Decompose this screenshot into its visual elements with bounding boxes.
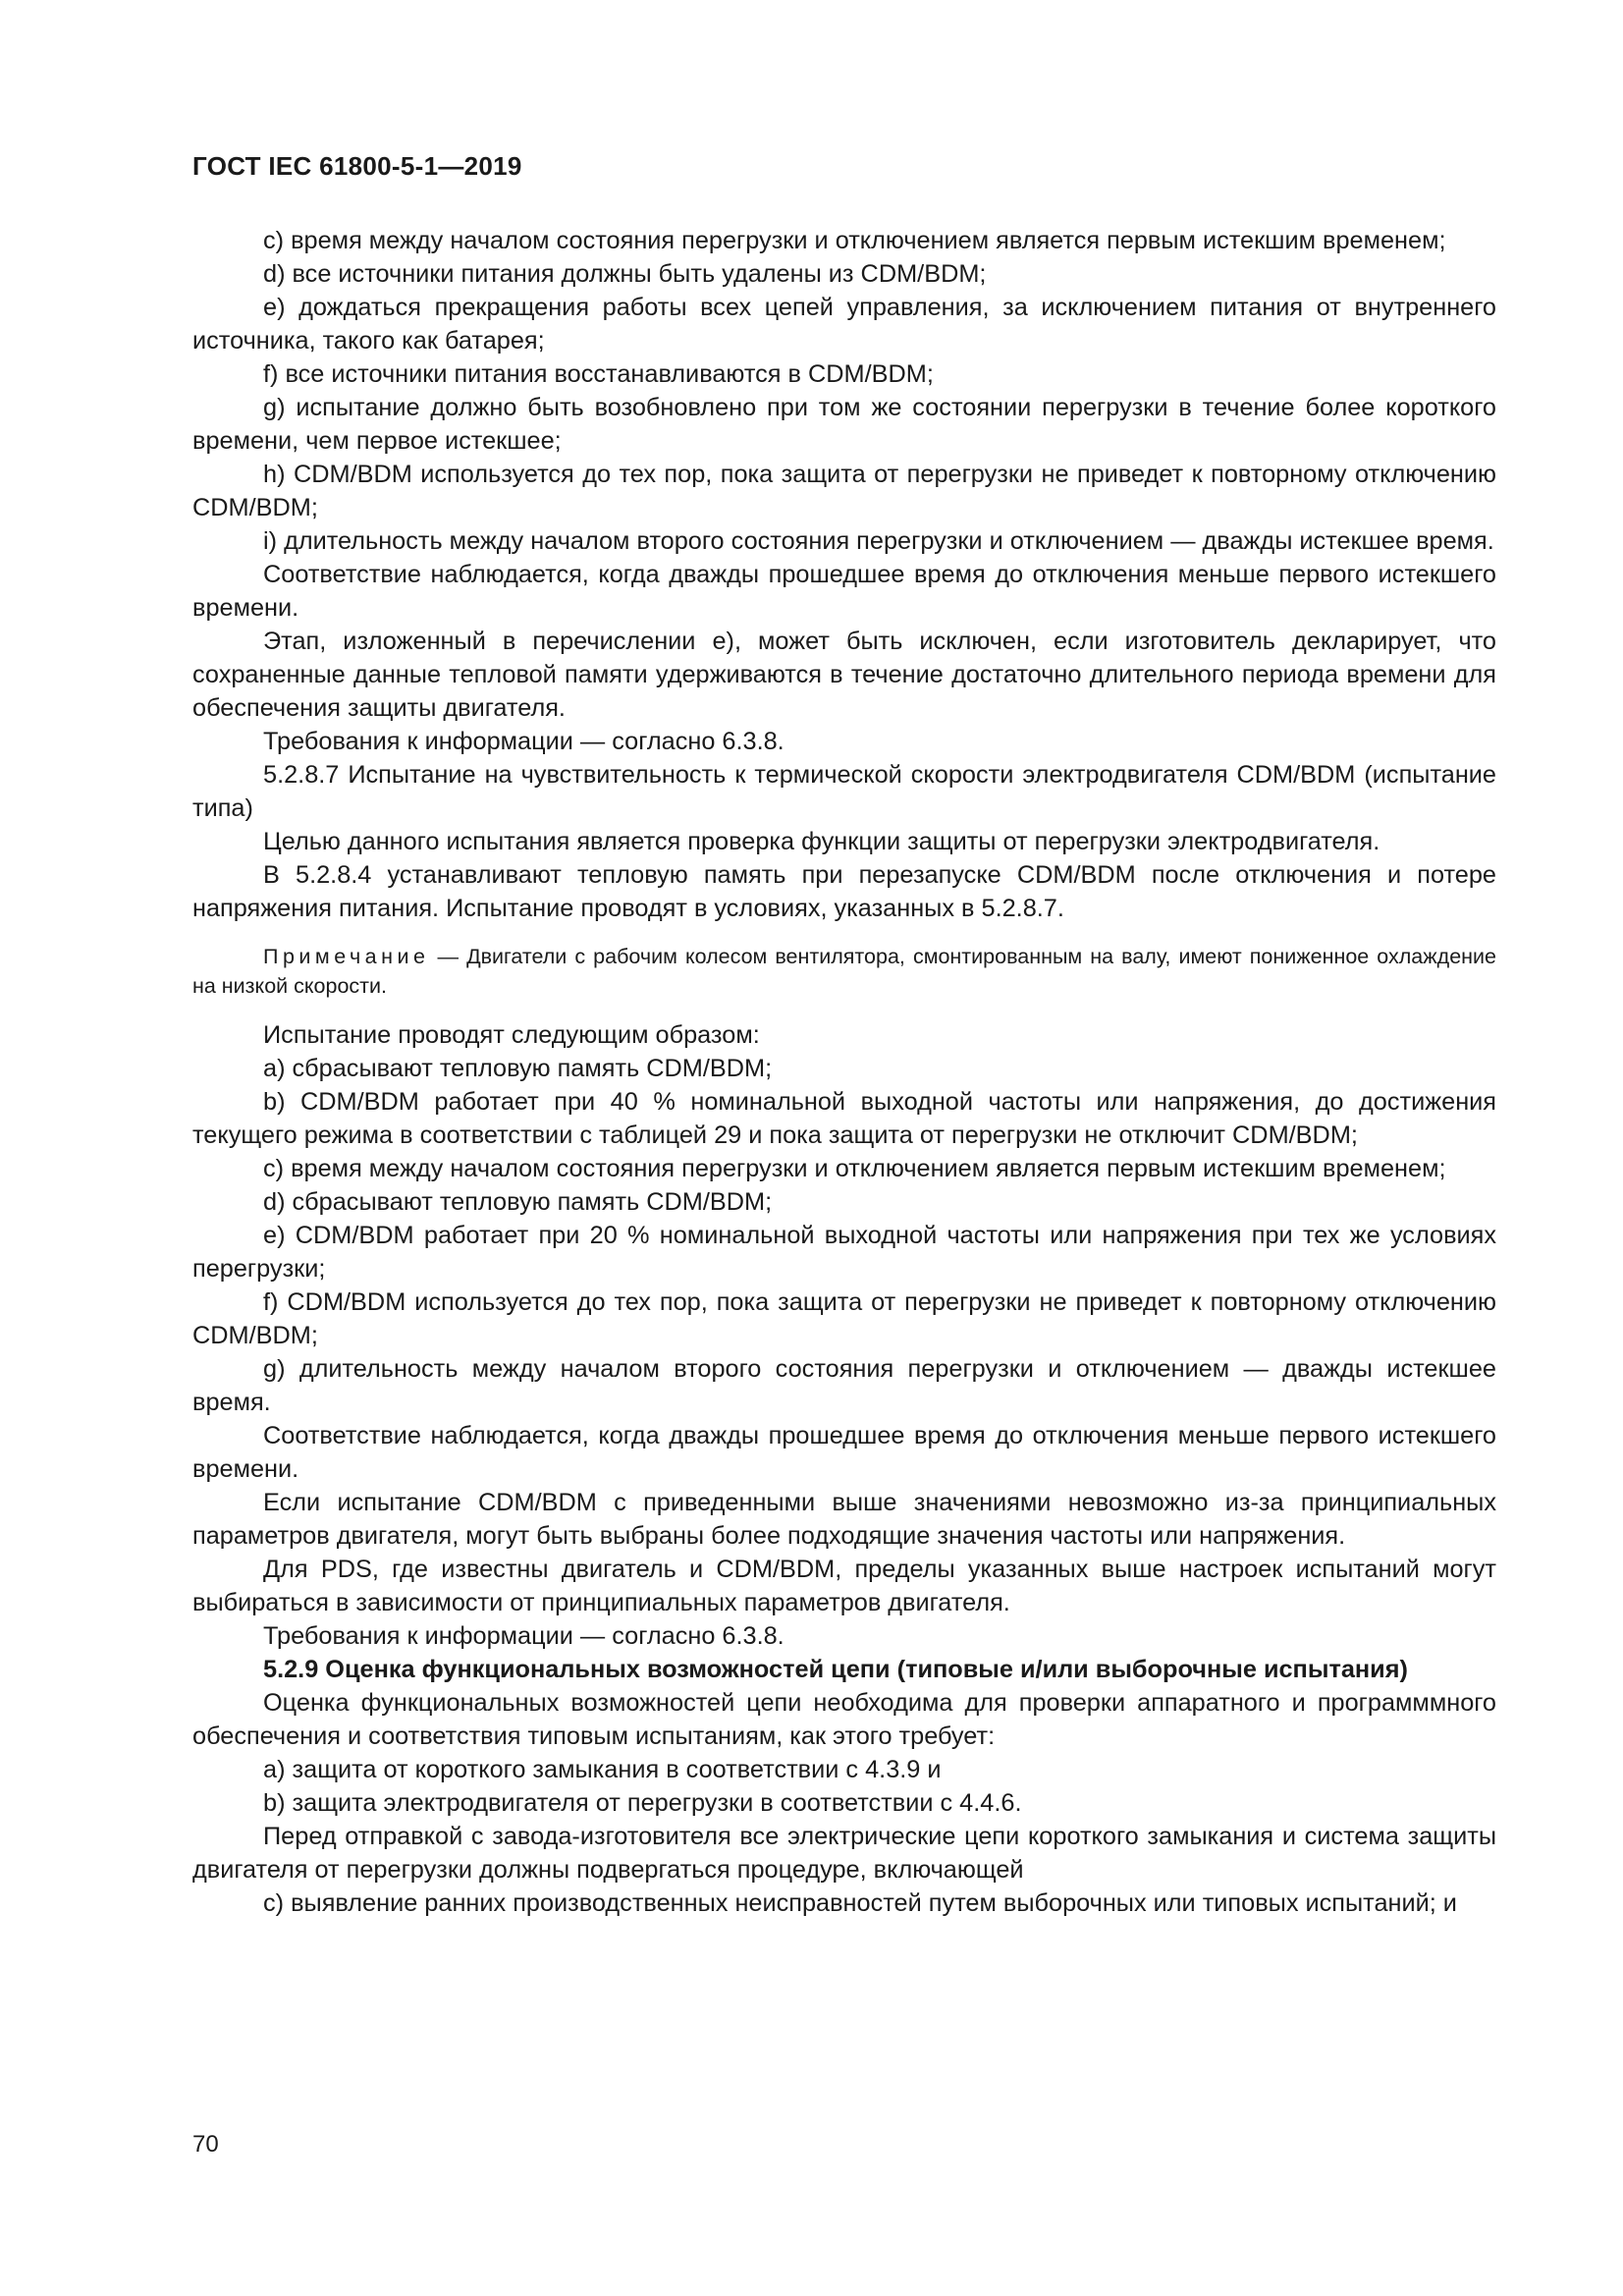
paragraph-compliance-2: Соответствие наблюдается, когда дважды прошедшее время до отключения меньше первого истекшего времени. xyxy=(192,1422,1496,1483)
list-item-f: f) все источники питания восстанавливаются в CDM/BDM; xyxy=(263,360,934,388)
paragraph-circuit-evaluation: Оценка функциональных возможностей цепи необходима для проверки аппаратного и программмного обеспечения и соответствия типовым испытаниям, как этого требует: xyxy=(192,1689,1496,1750)
list-item-g: g) испытание должно быть возобновлено при том же состоянии перегрузки в течение более короткого времени, чем первое истекшее; xyxy=(192,394,1496,455)
list-item-b: b) CDM/BDM работает при 40 % номинальной выходной частоты или напряжения, до достижения текущего режима в соответствии с таблицей 29 и пока защита от перегрузки не отключит CDM/BDM; xyxy=(192,1088,1496,1149)
list-item-a-2: a) защита от короткого замыкания в соответствии с 4.3.9 и xyxy=(263,1756,942,1783)
paragraph-factory-procedure: Перед отправкой с завода-изготовителя все электрические цепи короткого замыкания и система защиты двигателя от перегрузки должны подвергаться процедуре, включающей xyxy=(192,1823,1496,1884)
note xyxy=(192,942,1496,1001)
list-item-f-2: f) CDM/BDM используется до тех пор, пока защита от перегрузки не приведет к повторному отключению CDM/BDM; xyxy=(192,1288,1496,1349)
list-item-c: c) время между началом состояния перегрузки и отключением является первым истекшим временем; xyxy=(263,227,1446,254)
paragraph-step-exclusion: Этап, изложенный в перечислении e), может быть исключен, если изготовитель декларирует, что сохраненные данные тепловой памяти удерживаются в течение достаточно длительного периода времени для обеспечения защиты двигателя. xyxy=(192,628,1496,722)
note-text: — Двигатели с рабочим колесом вентилятора, смонтированным на валу, имеют пониженное охлаждение на низкой скорости. xyxy=(192,945,1496,998)
section-heading-5-2-8-7: 5.2.8.7 Испытание на чувствительность к термической скорости электродвигателя CDM/BDM (испытание типа) xyxy=(192,761,1496,822)
paragraph-info-requirements-2: Требования к информации — согласно 6.3.8. xyxy=(263,1622,784,1650)
paragraph-test-procedure: Испытание проводят следующим образом: xyxy=(263,1021,760,1049)
paragraph-pds: Для PDS, где известны двигатель и CDM/BDM, пределы указанных выше настроек испытаний могут выбираться в зависимости от принципиальных параметров двигателя. xyxy=(192,1556,1496,1616)
list-item-i: i) длительность между началом второго состояния перегрузки и отключением — дважды истекшее время. xyxy=(263,527,1494,555)
paragraph-compliance: Соответствие наблюдается, когда дважды прошедшее время до отключения меньше первого истекшего времени. xyxy=(192,561,1496,622)
list-item-e: e) дождаться прекращения работы всех цепей управления, за исключением питания от внутреннего источника, такого как батарея; xyxy=(192,294,1496,355)
list-item-a: a) сбрасывают тепловую память CDM/BDM; xyxy=(263,1055,773,1082)
paragraph-test-purpose: Целью данного испытания является проверка функции защиты от перегрузки электродвигателя. xyxy=(263,828,1380,855)
paragraph-thermal-memory: В 5.2.8.4 устанавливают тепловую память при перезапуске CDM/BDM после отключения и потере напряжения питания. Испытание проводят в условиях, указанных в 5.2.8.7. xyxy=(192,861,1496,922)
paragraph-alternative-values: Если испытание CDM/BDM с приведенными выше значениями невозможно из-за принципиальных параметров двигателя, могут быть выбраны более подходящие значения частоты или напряжения. xyxy=(192,1489,1496,1550)
list-item-g-2: g) длительность между началом второго состояния перегрузки и отключением — дважды истекшее время. xyxy=(192,1355,1496,1416)
note-label: Примечание xyxy=(263,945,430,968)
document-body xyxy=(192,224,1496,1920)
document-header-title: ГОСТ IEC 61800-5-1—2019 xyxy=(192,151,522,181)
paragraph-info-requirements: Требования к информации — согласно 6.3.8. xyxy=(263,728,784,755)
list-item-e-2: e) CDM/BDM работает при 20 % номинальной выходной частоты или напряжения при тех же условиях перегрузки; xyxy=(192,1222,1496,1283)
section-heading-5-2-9: 5.2.9 Оценка функциональных возможностей цепи (типовые и/или выборочные испытания) xyxy=(263,1656,1408,1683)
list-item-d: d) все источники питания должны быть удалены из CDM/BDM; xyxy=(263,260,987,288)
list-item-h: h) CDM/BDM используется до тех пор, пока защита от перегрузки не приведет к повторному отключению CDM/BDM; xyxy=(192,461,1496,521)
list-item-c-3: c) выявление ранних производственных неисправностей путем выборочных или типовых испытаний; и xyxy=(263,1889,1457,1917)
page-number: 70 xyxy=(192,2131,219,2158)
list-item-d-2: d) сбрасывают тепловую память CDM/BDM; xyxy=(263,1188,773,1216)
list-item-c-2: c) время между началом состояния перегрузки и отключением является первым истекшим временем; xyxy=(263,1155,1446,1182)
list-item-b-2: b) защита электродвигателя от перегрузки в соответствии с 4.4.6. xyxy=(263,1789,1022,1817)
